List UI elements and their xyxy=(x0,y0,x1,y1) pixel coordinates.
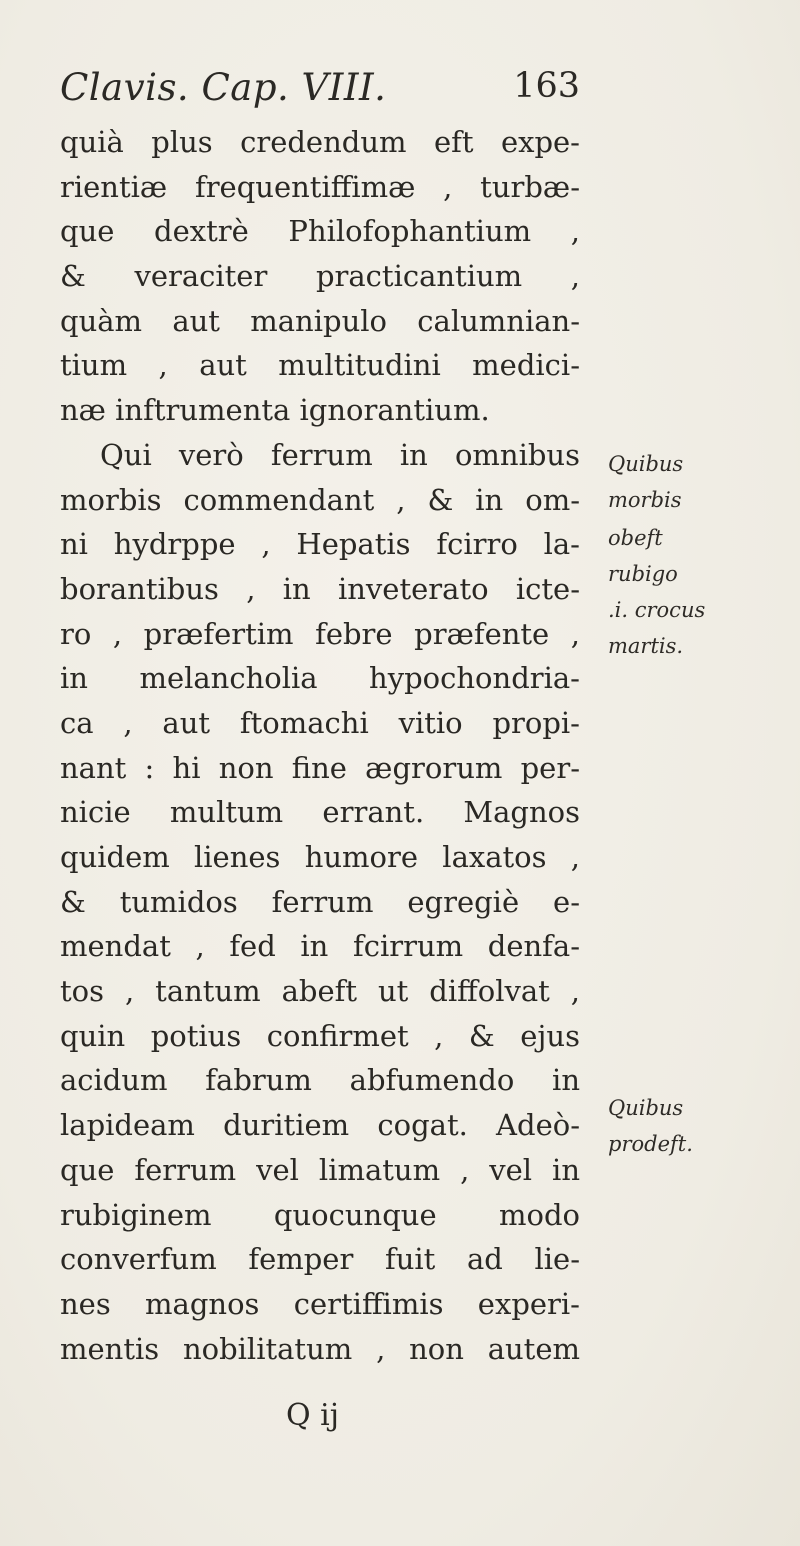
margin-note-line: prodeft. xyxy=(608,1132,693,1156)
text-line: & tumidos ferrum egregiè e- xyxy=(60,884,580,919)
text-line: næ inftrumenta ignorantium. xyxy=(60,393,490,428)
text-line: quià plus credendum eft expe- xyxy=(60,125,580,159)
margin-note-line: obeft xyxy=(608,526,663,550)
margin-note-line: morbis xyxy=(608,488,682,512)
running-title: Clavis. Cap. VIII. xyxy=(60,66,387,109)
margin-note-line: Quibus xyxy=(608,452,684,476)
text-line: borantibus , in inveterato icte- xyxy=(60,571,580,606)
text-line: converfum femper fuit ad lie- xyxy=(60,1242,580,1277)
text-line: tium , aut multitudini medici- xyxy=(60,348,580,383)
text-line: mentis nobilitatum , non autem xyxy=(60,1331,580,1366)
text-line: quidem lienes humore laxatos , xyxy=(60,840,580,874)
text-line: nant : hi non fine ægrorum per- xyxy=(60,750,580,785)
text-line: morbis commendant , & in om- xyxy=(60,482,580,517)
text-line: & veraciter practicantium , xyxy=(60,259,580,294)
page-number: 163 xyxy=(513,66,580,106)
margin-note-line: martis. xyxy=(608,634,684,658)
margin-note-line: .i. crocus xyxy=(608,598,706,622)
margin-note-line: Quibus xyxy=(608,1096,684,1120)
text-line: lapideam duritiem cogat. Adeò- xyxy=(60,1108,580,1143)
text-line: rientiæ frequentiffimæ , turbæ- xyxy=(60,169,580,204)
text-line: tos , tantum abeft ut diffolvat , xyxy=(60,974,580,1009)
text-line: quàm aut manipulo calumnian- xyxy=(60,303,580,338)
text-line: nes magnos certiffimis experi- xyxy=(60,1286,580,1321)
text-line: rubiginem quocunque modo xyxy=(60,1197,580,1232)
text-line: Qui verò ferrum in omnibus xyxy=(100,437,580,472)
body-text xyxy=(60,120,580,1371)
text-line: in melancholia hypochondria- xyxy=(60,661,580,696)
text-line: mendat , fed in fcirrum denfa- xyxy=(60,929,580,964)
text-line: acidum fabrum abfumendo in xyxy=(60,1063,580,1098)
page-header xyxy=(60,66,580,118)
text-line: ni hydrppe , Hepatis fcirro la- xyxy=(60,527,580,562)
text-line: que dextrè Philofophantium , xyxy=(60,214,580,249)
text-line: ca , aut ftomachi vitio propi- xyxy=(60,705,580,740)
text-line: quin potius confirmet , & ejus xyxy=(60,1018,580,1053)
signature-mark: Q ij xyxy=(286,1398,340,1433)
text-line: ro , præfertim febre præfente , xyxy=(60,616,580,651)
text-line: que ferrum vel limatum , vel in xyxy=(60,1152,580,1187)
text-line: nicie multum errant. Magnos xyxy=(60,795,580,830)
margin-note-line: rubigo xyxy=(608,562,678,586)
